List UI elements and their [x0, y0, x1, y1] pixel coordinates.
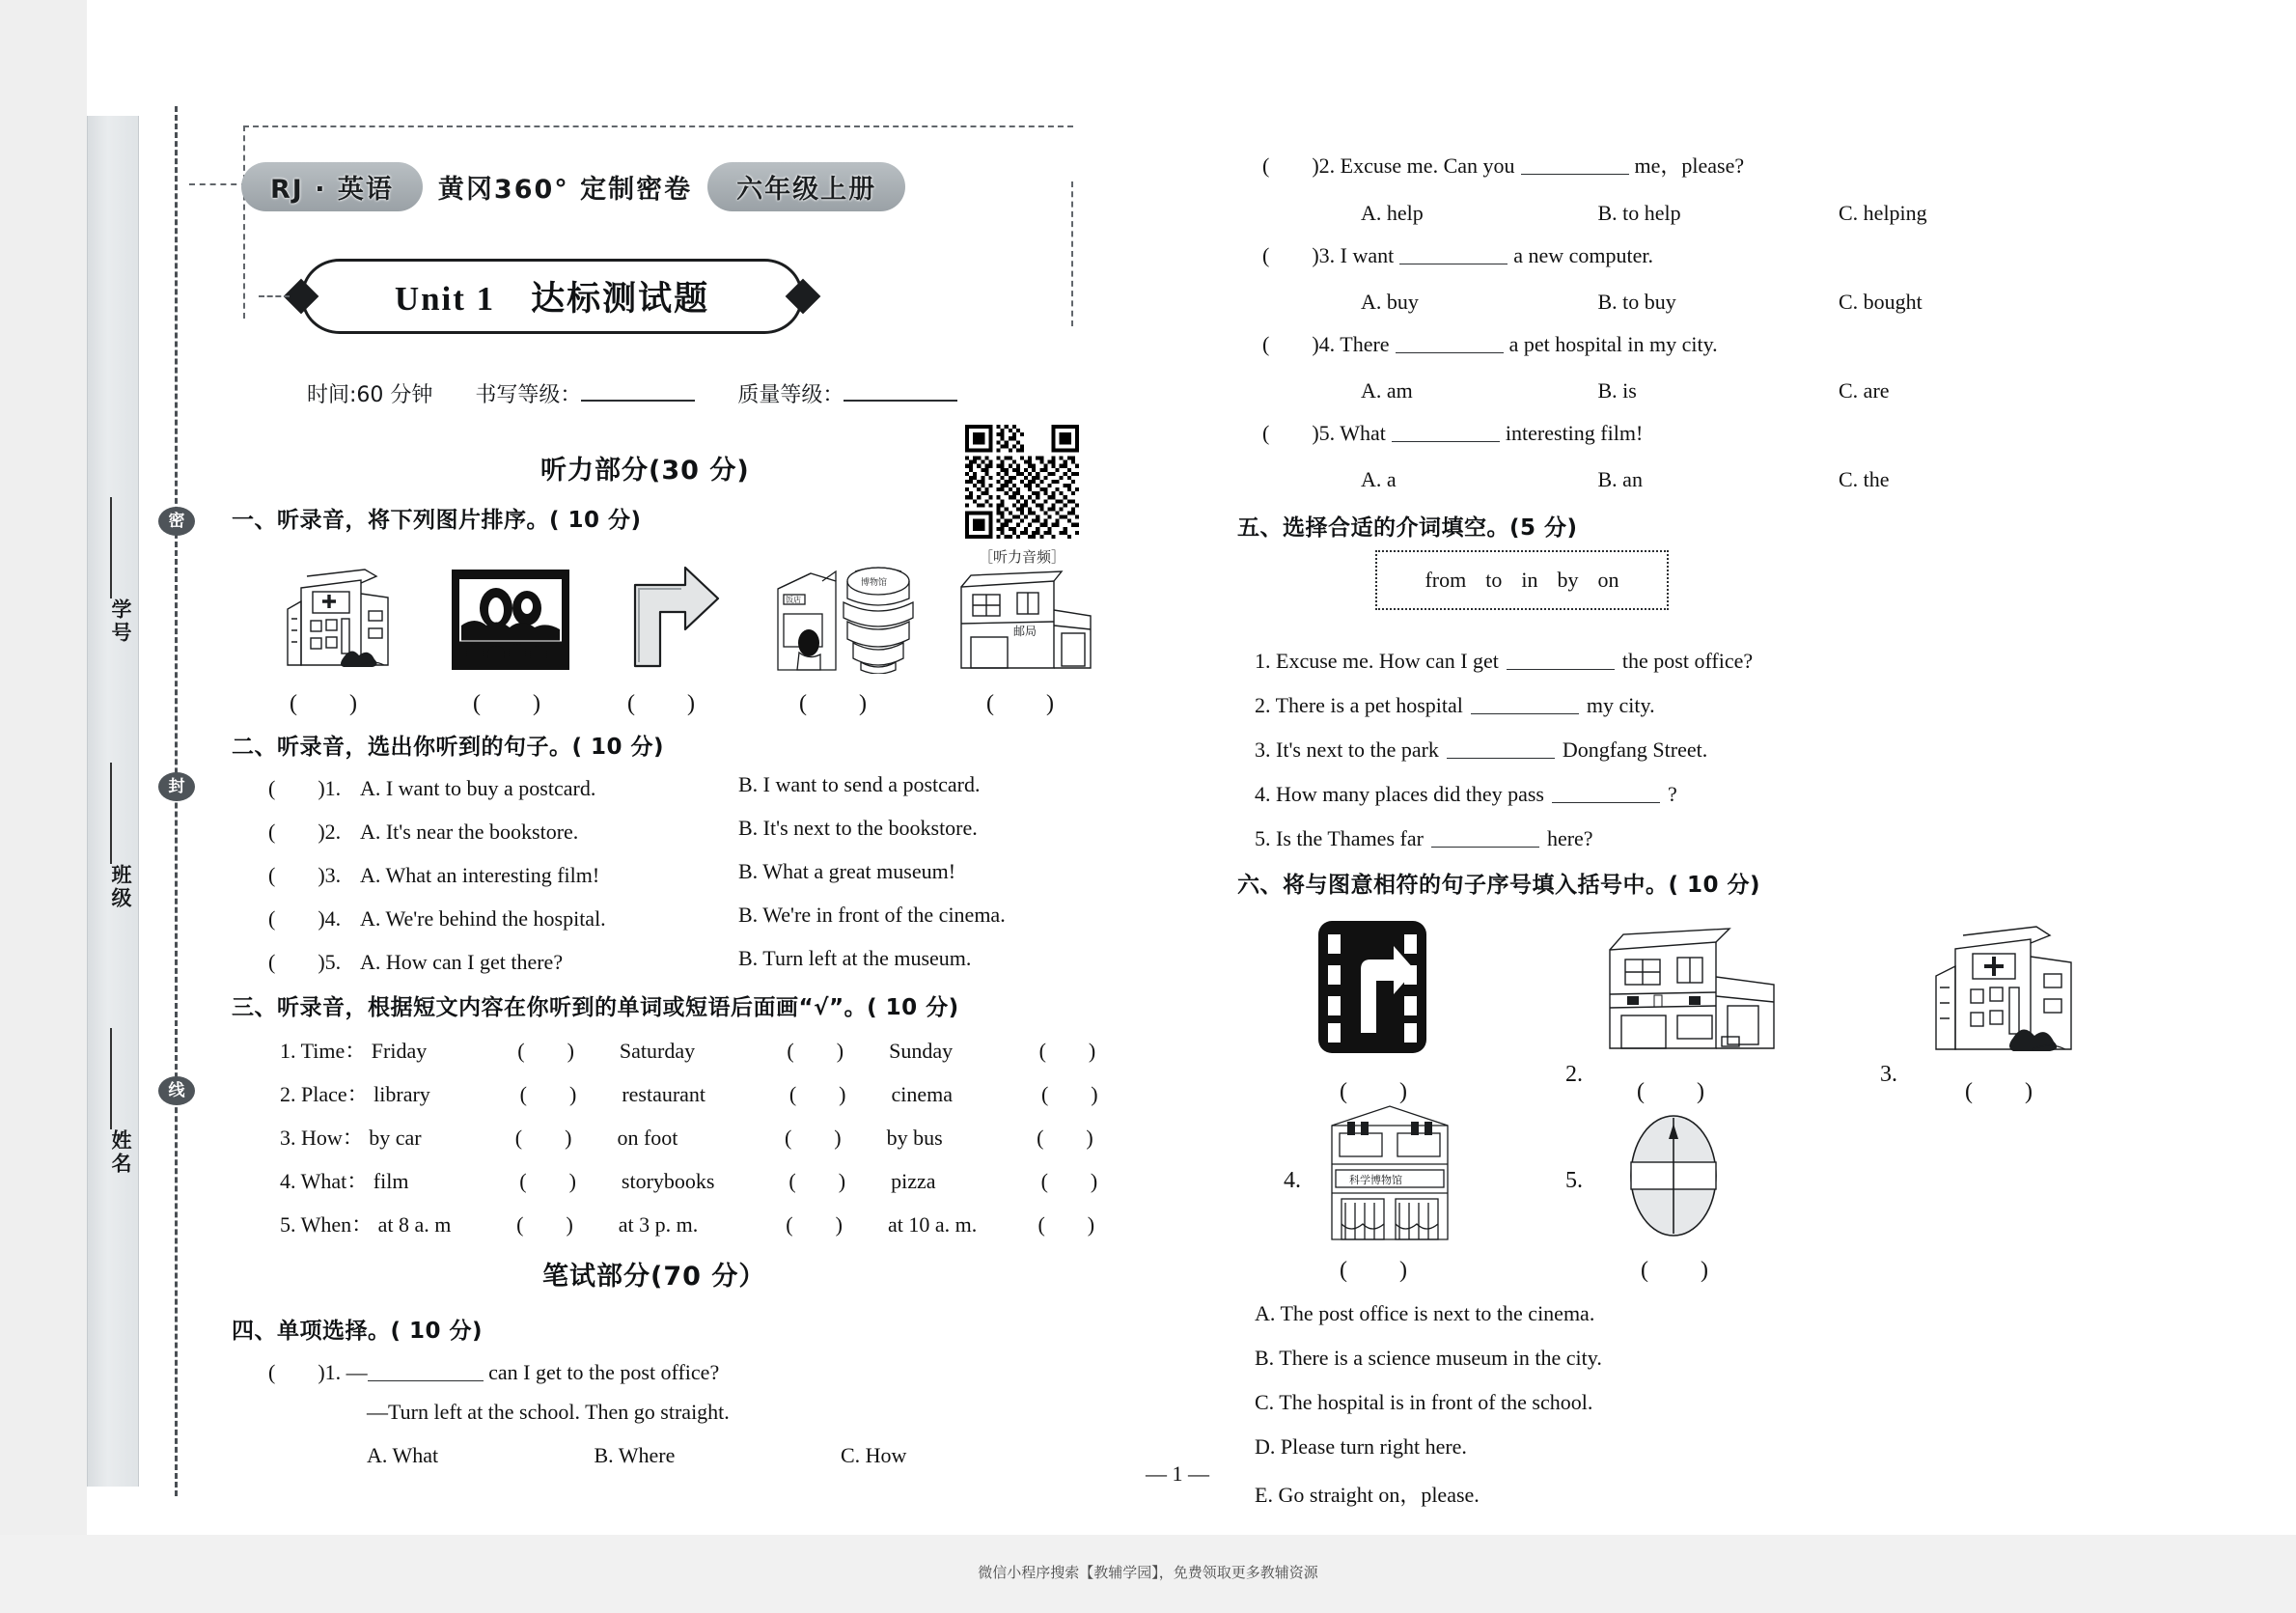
- writing-grade-field[interactable]: [581, 380, 695, 402]
- q4-opt-b-2[interactable]: B. to help: [1597, 201, 1681, 225]
- q3-check-4-2[interactable]: ( ): [788, 1169, 846, 1193]
- q4-opt-c-5[interactable]: C. the: [1839, 467, 1890, 491]
- picture-post-office-building-2: [1600, 925, 1784, 1055]
- q4-opt-a-4[interactable]: A. am: [1361, 378, 1413, 403]
- svg-text:博物馆: 博物馆: [861, 578, 888, 588]
- q4-opt-b-5[interactable]: B. an: [1597, 467, 1643, 491]
- word-bank-on[interactable]: on: [1597, 568, 1619, 592]
- q4-item-1-answer-line: —Turn left at the school. Then go straight.: [367, 1400, 730, 1424]
- picture-museum-and-restaurant: [772, 560, 927, 674]
- quality-grade-label: 质量等级：: [737, 383, 844, 407]
- answer-bracket-q1-4[interactable]: ( ): [799, 691, 869, 716]
- q2-bracket-4[interactable]: ( ): [268, 906, 325, 931]
- q4-bracket-1[interactable]: ( ): [268, 1360, 325, 1384]
- question-4-heading: 四、单项选择。( 10 分): [232, 1319, 484, 1344]
- q3-num-3: 3.: [280, 1126, 296, 1150]
- q5-pre-5: Is the Thames far: [1276, 826, 1424, 850]
- unit-banner: [301, 259, 803, 334]
- unit-banner-frame: [301, 259, 803, 334]
- word-bank-from[interactable]: from: [1425, 568, 1467, 592]
- q4-num-1: 1.: [324, 1360, 342, 1384]
- q2-row-5-b[interactable]: B. Turn left at the museum.: [738, 946, 972, 970]
- q4-item-1-stem: [268, 1356, 719, 1386]
- q5-post-2: my city.: [1586, 693, 1655, 717]
- q3-row-5: [280, 1209, 1094, 1238]
- answer-bracket-q1-3[interactable]: ( ): [627, 691, 697, 716]
- q5-blank-5[interactable]: [1431, 830, 1539, 848]
- q4-item-5-stem: [1262, 417, 1643, 447]
- q2-bracket-1[interactable]: ( ): [268, 776, 325, 800]
- q4-opt-a-2[interactable]: A. help: [1361, 201, 1424, 225]
- q4-item-2-stem: [1262, 150, 1744, 180]
- q5-item-5: [1255, 826, 1593, 851]
- q5-item-2: [1255, 693, 1655, 718]
- q2-row-1-b[interactable]: B. I want to send a postcard.: [738, 772, 981, 796]
- q3-opt2-1: Saturday: [619, 1039, 696, 1063]
- q4-blank-5[interactable]: [1392, 425, 1500, 442]
- q2-option-a-3[interactable]: A. What an interesting film!: [359, 863, 600, 887]
- qr-svg: [965, 425, 1079, 539]
- header-dash-left: [243, 125, 245, 319]
- q6-sentence-d[interactable]: D. Please turn right here.: [1255, 1434, 1467, 1459]
- q4-item-5-options: [1361, 467, 1890, 492]
- q2-option-a-1[interactable]: A. I want to buy a postcard.: [359, 776, 596, 800]
- q5-post-3: Dongfang Street.: [1562, 737, 1708, 762]
- q4-bracket-3[interactable]: ( ): [1262, 243, 1319, 267]
- q5-blank-1[interactable]: [1507, 653, 1615, 670]
- q5-item-3: [1255, 737, 1707, 763]
- name-rule: [110, 1028, 112, 1129]
- q5-post-4: ?: [1668, 782, 1677, 806]
- meta-row: [307, 378, 957, 408]
- q4-opt-a-1[interactable]: A. What: [367, 1443, 439, 1467]
- q2-num-1: 1.: [324, 776, 342, 800]
- q4-item-3-options: [1361, 290, 1923, 315]
- q2-row-2-b[interactable]: B. It's next to the bookstore.: [738, 816, 978, 840]
- header-dash-right: [1071, 181, 1073, 326]
- picture-post-office-building: [954, 568, 1096, 674]
- q5-item-1: [1255, 649, 1753, 674]
- q2-num-3: 3.: [324, 863, 342, 887]
- answer-bracket-q6-2[interactable]: ( ): [1637, 1079, 1706, 1104]
- q3-num-4: 4.: [280, 1169, 296, 1193]
- q4-blank-2[interactable]: [1521, 157, 1629, 175]
- q5-num-4: 4.: [1255, 782, 1271, 806]
- q4-opt-b-3[interactable]: B. to buy: [1597, 290, 1676, 314]
- q3-opt2-4: storybooks: [621, 1169, 715, 1193]
- q4-num-2: 2.: [1318, 153, 1336, 178]
- q3-num-2: 2.: [280, 1082, 296, 1106]
- header-dash-connector: [189, 183, 247, 185]
- q5-pre-2: There is a pet hospital: [1275, 693, 1463, 717]
- audio-qr-caption: ［听力音频］: [978, 548, 1065, 566]
- q3-opt3-5: at 10 a. m.: [887, 1212, 978, 1237]
- q5-pre-1: Excuse me. How can I get: [1276, 649, 1499, 673]
- q3-check-3-1[interactable]: ( ): [514, 1126, 572, 1150]
- q3-num-1: 1.: [280, 1039, 296, 1063]
- q4-blank-3[interactable]: [1399, 247, 1508, 264]
- question-3-heading: 三、听录音，根据短文内容在你听到的单词或短语后面画“√”。( 10 分): [232, 995, 959, 1020]
- q2-row-5: [268, 946, 563, 976]
- q3-opt2-5: at 3 p. m.: [618, 1212, 699, 1237]
- sidebar-label-class: 班级: [109, 864, 132, 910]
- q3-row-2: [280, 1078, 1098, 1108]
- seal-badge-xian: 线: [158, 1076, 195, 1105]
- picture-hospital-building-2: [1921, 922, 2094, 1055]
- q3-key-4: What：: [300, 1169, 369, 1193]
- q4-stem-post-1: can I get to the post office?: [488, 1360, 720, 1384]
- question-6-heading: 六、将与图意相符的句子序号填入括号中。( 10 分): [1237, 873, 1761, 898]
- q3-check-4-3[interactable]: ( ): [1040, 1169, 1098, 1193]
- q4-stem-pre-5: What: [1340, 421, 1386, 445]
- q4-stem-pre-4: There: [1340, 332, 1390, 356]
- q2-option-a-5[interactable]: A. How can I get there?: [359, 950, 564, 974]
- q4-stem-post-3: a new computer.: [1513, 243, 1654, 267]
- q6-sentence-c[interactable]: C. The hospital is in front of the school.: [1255, 1390, 1593, 1414]
- grade-pill: 六年级上册: [707, 162, 905, 211]
- seal-dashed-line: [175, 106, 178, 1496]
- q3-check-2-2[interactable]: ( ): [788, 1082, 846, 1106]
- q3-opt1-3: by car: [369, 1126, 422, 1150]
- picture-turn-right-arrow: [618, 558, 724, 672]
- q4-opt-c-1[interactable]: C. How: [841, 1443, 907, 1467]
- picture-hospital-building: [268, 565, 403, 671]
- q3-key-1: Time：: [300, 1039, 367, 1063]
- q5-num-5: 5.: [1255, 826, 1271, 850]
- q3-row-4: [280, 1165, 1097, 1195]
- q4-opt-a-3[interactable]: A. buy: [1361, 290, 1419, 314]
- q2-bracket-5[interactable]: ( ): [268, 950, 325, 974]
- q5-blank-2[interactable]: [1471, 697, 1579, 714]
- sidebar-label-name: 姓名: [109, 1129, 132, 1176]
- q3-row-1: [280, 1035, 1095, 1065]
- q3-check-5-2[interactable]: ( ): [786, 1212, 843, 1237]
- writing-grade-group: [475, 378, 695, 408]
- q3-check-2-1[interactable]: ( ): [519, 1082, 577, 1106]
- q2-num-4: 4.: [324, 906, 342, 931]
- listening-section-title: 听力部分(30 分): [540, 456, 750, 486]
- q5-post-5: here?: [1546, 826, 1593, 850]
- q2-row-4-b[interactable]: B. We're in front of the cinema.: [738, 903, 1006, 927]
- page-title: Unit 1 达标测试题: [394, 280, 710, 318]
- q2-row-3-b[interactable]: B. What a great museum!: [738, 859, 956, 883]
- q3-check-1-2[interactable]: ( ): [787, 1039, 844, 1063]
- footer-note: 微信小程序搜索【教辅学园】，免费领取更多教辅资源: [978, 1564, 1318, 1581]
- q3-check-3-2[interactable]: ( ): [784, 1126, 842, 1150]
- q6-sentence-a[interactable]: A. The post office is next to the cinema.: [1255, 1301, 1595, 1325]
- q4-stem-pre-2: Excuse me. Can you: [1340, 153, 1515, 178]
- q3-check-4-1[interactable]: ( ): [519, 1169, 576, 1193]
- header-dash-top: [243, 125, 1073, 127]
- seal-badge-mi: 密: [158, 507, 195, 536]
- q5-num-3: 3.: [1255, 737, 1271, 762]
- q3-key-5: When：: [300, 1212, 373, 1237]
- q4-dash-1: —: [346, 1360, 368, 1384]
- banner-dash-tail: [259, 295, 290, 297]
- q4-num-3: 3.: [1318, 243, 1336, 267]
- question-2-heading: 二、听录音，选出你听到的句子。( 10 分): [232, 735, 665, 760]
- question-1-heading: 一、听录音，将下列图片排序。( 10 分): [232, 508, 642, 533]
- q6-num-5: 5.: [1565, 1168, 1583, 1193]
- question-5-heading: 五、选择合适的介词填空。(5 分): [1237, 515, 1578, 541]
- picture-turn-right-sign: [1314, 917, 1430, 1057]
- page-number: — 1 —: [1146, 1461, 1209, 1486]
- word-bank-by[interactable]: by: [1557, 568, 1579, 592]
- q4-item-4-options: [1361, 378, 1890, 403]
- q4-item-2-options: [1361, 201, 1927, 226]
- picture-cinema-screen: [450, 568, 571, 672]
- q3-opt2-3: on foot: [617, 1126, 678, 1150]
- q4-item-1-options: [367, 1443, 906, 1468]
- q4-num-4: 4.: [1318, 332, 1336, 356]
- q6-num-4: 4.: [1284, 1168, 1301, 1193]
- q4-opt-c-3[interactable]: C. bought: [1839, 290, 1923, 314]
- q4-stem-post-5: interesting film!: [1505, 421, 1644, 445]
- answer-bracket-q1-5[interactable]: ( ): [986, 691, 1056, 716]
- answer-bracket-q6-1[interactable]: ( ): [1340, 1079, 1409, 1104]
- answer-bracket-q1-2[interactable]: ( ): [473, 691, 542, 716]
- left-margin: [0, 0, 87, 1535]
- q4-stem-pre-3: I want: [1340, 243, 1395, 267]
- q3-check-3-3[interactable]: ( ): [1037, 1126, 1093, 1150]
- sidebar-label-student-id: 学号: [109, 598, 132, 645]
- q2-row-3: [268, 859, 599, 889]
- q6-sentence-b[interactable]: B. There is a science museum in the city.: [1255, 1346, 1602, 1370]
- student-id-rule: [110, 497, 112, 598]
- q4-blank-4[interactable]: [1396, 336, 1504, 353]
- q4-stem-post-4: a pet hospital in my city.: [1508, 332, 1718, 356]
- q4-stem-post-2: me，please?: [1634, 153, 1745, 178]
- quality-grade-field[interactable]: [844, 380, 957, 402]
- q2-row-2: [268, 816, 578, 846]
- right-margin: [2267, 0, 2296, 1535]
- q3-check-1-1[interactable]: ( ): [517, 1039, 574, 1063]
- q4-blank-1[interactable]: [368, 1364, 484, 1381]
- q3-opt1-5: at 8 a. m: [377, 1212, 452, 1237]
- q2-bracket-2[interactable]: ( ): [268, 820, 325, 844]
- q6-num-3: 3.: [1880, 1062, 1897, 1087]
- q4-opt-a-5[interactable]: A. a: [1361, 467, 1397, 491]
- header-row: [241, 162, 905, 211]
- writing-grade-label: 书写等级：: [475, 383, 582, 407]
- q5-post-1: the post office?: [1621, 649, 1754, 673]
- q2-num-2: 2.: [324, 820, 342, 844]
- svg-text:饭店: 饭店: [786, 596, 801, 604]
- q2-num-5: 5.: [324, 950, 342, 974]
- q5-item-4: [1255, 782, 1677, 807]
- q5-pre-4: How many places did they pass: [1276, 782, 1544, 806]
- q3-opt1-4: film: [373, 1169, 409, 1193]
- quality-grade-group: [737, 378, 957, 408]
- q3-opt3-2: cinema: [891, 1082, 953, 1106]
- q2-option-a-4[interactable]: A. We're behind the hospital.: [359, 906, 606, 931]
- q3-opt3-4: pizza: [891, 1169, 936, 1193]
- q4-opt-c-4[interactable]: C. are: [1839, 378, 1890, 403]
- answer-bracket-q6-4[interactable]: ( ): [1340, 1258, 1409, 1283]
- q4-opt-c-2[interactable]: C. helping: [1839, 201, 1927, 225]
- word-bank-in[interactable]: in: [1521, 568, 1538, 592]
- q3-check-2-3[interactable]: ( ): [1040, 1082, 1098, 1106]
- q4-item-3-stem: [1262, 239, 1653, 269]
- q5-blank-3[interactable]: [1447, 741, 1555, 759]
- subject-pill: RJ · 英语: [241, 162, 423, 211]
- q6-sentence-e[interactable]: E. Go straight on，please.: [1255, 1483, 1480, 1507]
- q3-opt2-2: restaurant: [622, 1082, 706, 1106]
- answer-bracket-q6-5[interactable]: ( ): [1641, 1258, 1710, 1283]
- q4-num-5: 5.: [1318, 421, 1336, 445]
- seal-badge-feng: 封: [158, 772, 195, 801]
- series-title: 黄冈360° 定制密卷: [437, 175, 693, 205]
- svg-text:邮局: 邮局: [1013, 625, 1037, 638]
- q3-key-3: How：: [301, 1126, 364, 1150]
- q4-bracket-5[interactable]: ( ): [1262, 421, 1319, 445]
- class-rule: [110, 763, 112, 864]
- q5-num-1: 1.: [1255, 649, 1271, 673]
- q6-num-2: 2.: [1565, 1062, 1583, 1087]
- answer-bracket-q6-3[interactable]: ( ): [1965, 1079, 2034, 1104]
- picture-compass: [1621, 1108, 1726, 1243]
- binding-strip: [87, 116, 139, 1487]
- answer-bracket-q1-1[interactable]: ( ): [290, 691, 359, 716]
- q2-bracket-3[interactable]: ( ): [268, 863, 325, 887]
- q5-num-2: 2.: [1255, 693, 1271, 717]
- q3-opt1-1: Friday: [371, 1039, 428, 1063]
- written-section-title: 笔试部分(70 分）: [542, 1262, 766, 1292]
- q2-row-1: [268, 772, 595, 802]
- q5-blank-4[interactable]: [1552, 786, 1660, 803]
- q5-pre-3: It's next to the park: [1276, 737, 1439, 762]
- q3-num-5: 5.: [280, 1212, 296, 1237]
- word-bank-to[interactable]: to: [1485, 568, 1503, 592]
- q3-check-5-1[interactable]: ( ): [516, 1212, 573, 1237]
- q4-opt-b-1[interactable]: B. Where: [594, 1443, 676, 1467]
- q4-opt-b-4[interactable]: B. is: [1597, 378, 1637, 403]
- q4-bracket-2[interactable]: ( ): [1262, 153, 1319, 178]
- q3-opt3-3: by bus: [886, 1126, 943, 1150]
- q4-item-4-stem: [1262, 328, 1718, 358]
- q2-option-a-2[interactable]: A. It's near the bookstore.: [359, 820, 579, 844]
- svg-text:科学博物馆: 科学博物馆: [1349, 1174, 1402, 1186]
- q3-check-5-3[interactable]: ( ): [1037, 1212, 1095, 1237]
- q3-row-3: [280, 1122, 1093, 1152]
- q3-check-1-3[interactable]: ( ): [1038, 1039, 1096, 1063]
- audio-qr-code[interactable]: [965, 425, 1079, 539]
- q3-opt1-2: library: [373, 1082, 430, 1106]
- preposition-word-bank: [1375, 550, 1669, 610]
- q3-opt3-1: Sunday: [889, 1039, 954, 1063]
- q2-row-4: [268, 903, 606, 932]
- time-label: 时间:60 分钟: [307, 383, 433, 407]
- picture-science-museum-building: [1322, 1100, 1457, 1245]
- q4-bracket-4[interactable]: ( ): [1262, 332, 1319, 356]
- q3-key-2: Place：: [301, 1082, 369, 1106]
